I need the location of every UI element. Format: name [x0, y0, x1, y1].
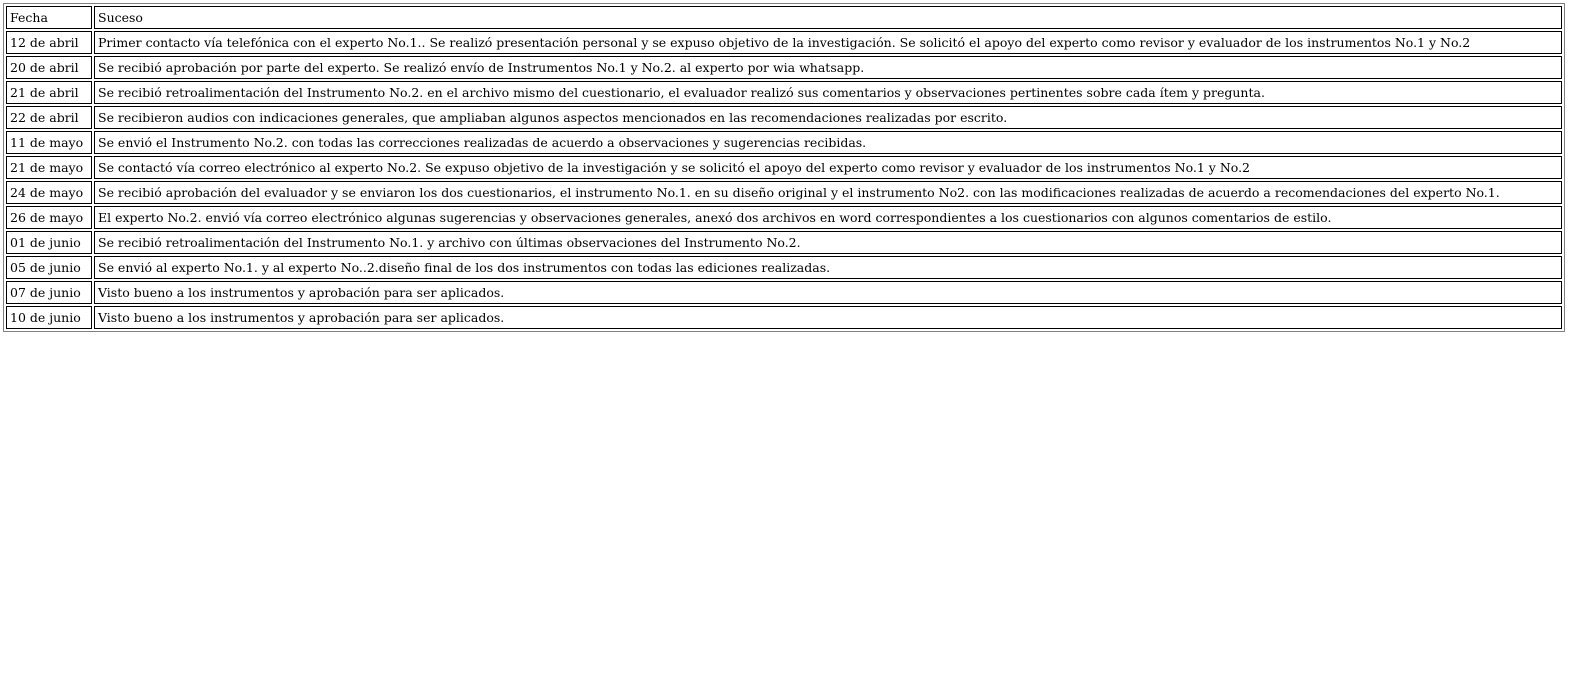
date-cell: 11 de mayo: [6, 131, 92, 154]
event-cell: Se recibieron audios con indicaciones generales, que ampliaban algunos aspectos mencionados en las recomendaciones realizadas por escrito.: [94, 106, 1562, 129]
date-cell: 01 de junio: [6, 231, 92, 254]
event-cell: Visto bueno a los instrumentos y aprobación para ser aplicados.: [94, 306, 1562, 329]
date-cell: 24 de mayo: [6, 181, 92, 204]
date-cell: 10 de junio: [6, 306, 92, 329]
events-table: [3, 3, 1565, 332]
date-cell: 12 de abril: [6, 31, 92, 54]
column-header-fecha: Fecha: [6, 6, 92, 29]
table-header-row: [6, 6, 1562, 29]
event-cell: Se envió al experto No.1. y al experto No..2.diseño final de los dos instrumentos con todas las ediciones realizadas.: [94, 256, 1562, 279]
column-header-suceso: Suceso: [94, 6, 1562, 29]
table-row: [6, 106, 1562, 129]
event-cell: Visto bueno a los instrumentos y aprobación para ser aplicados.: [94, 281, 1562, 304]
event-cell: Se contactó vía correo electrónico al experto No.2. Se expuso objetivo de la investigación y se solicitó el apoyo del experto como revisor y evaluador de los instrumentos No.1 y No.2: [94, 156, 1562, 179]
date-cell: 20 de abril: [6, 56, 92, 79]
table-row: [6, 206, 1562, 229]
event-cell: Se recibió retroalimentación del Instrumento No.1. y archivo con últimas observaciones del Instrumento No.2.: [94, 231, 1562, 254]
date-cell: 05 de junio: [6, 256, 92, 279]
table-row: [6, 56, 1562, 79]
table-row: [6, 281, 1562, 304]
date-cell: 26 de mayo: [6, 206, 92, 229]
date-cell: 21 de mayo: [6, 156, 92, 179]
event-cell: Primer contacto vía telefónica con el experto No.1.. Se realizó presentación personal y se expuso objetivo de la investigación. Se solicitó el apoyo del experto como revisor y evaluador de los instrumentos No.1 y No.2: [94, 31, 1562, 54]
table-row: [6, 306, 1562, 329]
event-cell: Se envió el Instrumento No.2. con todas las correcciones realizadas de acuerdo a observaciones y sugerencias recibidas.: [94, 131, 1562, 154]
event-cell: El experto No.2. envió vía correo electrónico algunas sugerencias y observaciones generales, anexó dos archivos en word correspondientes a los cuestionarios con algunos comentarios de estilo.: [94, 206, 1562, 229]
date-cell: 07 de junio: [6, 281, 92, 304]
event-cell: Se recibió retroalimentación del Instrumento No.2. en el archivo mismo del cuestionario, el evaluador realizó sus comentarios y observaciones pertinentes sobre cada ítem y pregunta.: [94, 81, 1562, 104]
table-row: [6, 231, 1562, 254]
table-row: [6, 156, 1562, 179]
table-row: [6, 181, 1562, 204]
event-cell: Se recibió aprobación del evaluador y se enviaron los dos cuestionarios, el instrumento No.1. en su diseño original y el instrumento No2. con las modificaciones realizadas de acuerdo a recomendaciones del experto No.1.: [94, 181, 1562, 204]
date-cell: 22 de abril: [6, 106, 92, 129]
table-row: [6, 131, 1562, 154]
table-row: [6, 256, 1562, 279]
date-cell: 21 de abril: [6, 81, 92, 104]
table-row: [6, 31, 1562, 54]
event-cell: Se recibió aprobación por parte del experto. Se realizó envío de Instrumentos No.1 y No.2. al experto por wia whatsapp.: [94, 56, 1562, 79]
table-row: [6, 81, 1562, 104]
